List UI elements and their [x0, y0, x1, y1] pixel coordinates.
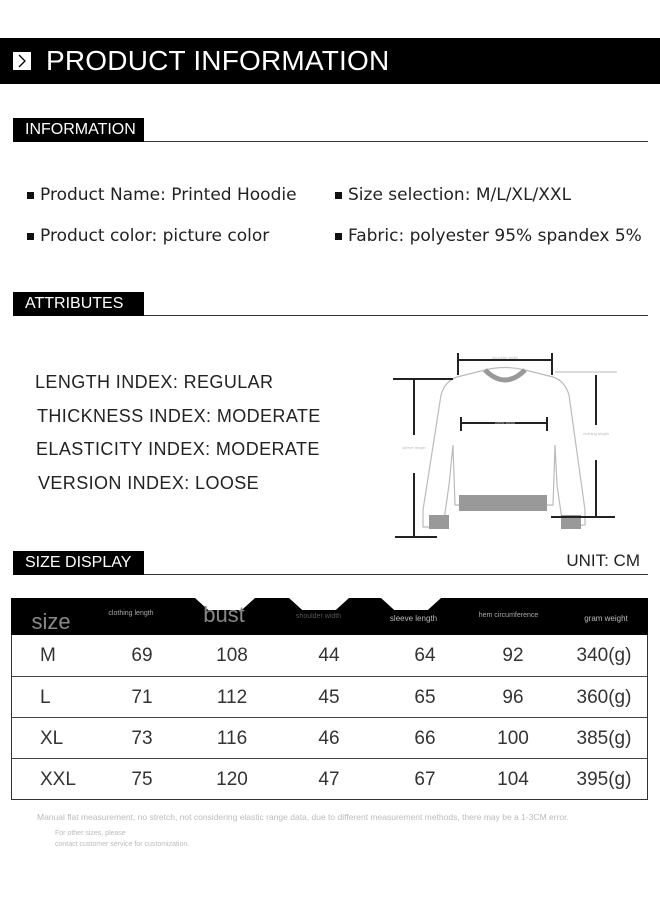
- cell-shoulder-width: 44: [318, 644, 340, 666]
- information-section-header: [13, 118, 648, 142]
- page-title: PRODUCT INFORMATION: [46, 45, 390, 76]
- table-header: [11, 598, 648, 635]
- unit-label: UNIT: CM: [566, 551, 640, 570]
- table-row: [12, 758, 647, 799]
- sweater-measurement-diagram: [385, 345, 625, 545]
- table-body: [11, 635, 648, 800]
- info-product-color: Product color: picture color: [27, 226, 269, 246]
- cell-size: XXL: [40, 768, 76, 790]
- cell-gram-weight: 360(g): [576, 686, 632, 708]
- col-sleeve-length: sleeve length: [389, 614, 438, 623]
- customization-note: For other sizes, please contact customer service for customization.: [55, 830, 190, 848]
- cell-gram-weight: 395(g): [576, 768, 632, 790]
- svg-text:clothing length: clothing length: [583, 431, 609, 436]
- information-label: INFORMATION: [13, 118, 144, 142]
- svg-text:sleeve length: sleeve length: [402, 445, 426, 450]
- table-row: [12, 717, 647, 758]
- cell-bust: 112: [216, 686, 248, 708]
- page-header: [0, 38, 660, 84]
- bullet-icon: [27, 233, 34, 240]
- col-bust: bust: [203, 601, 245, 627]
- measurement-note: Manual flat measurement, no stretch, not considering elastic range data, due to different measurement methods, there may be a 1-3CM error.: [37, 812, 569, 822]
- col-shoulder-width: shoulder width: [295, 613, 342, 620]
- attr-version-index: VERSION INDEX: LOOSE: [38, 473, 260, 493]
- table-row: [12, 635, 647, 676]
- cell-hem-circumference: 92: [502, 644, 524, 666]
- size-display-label: SIZE DISPLAY: [13, 551, 144, 575]
- cell-size: M: [40, 644, 56, 666]
- cell-sleeve-length: 64: [414, 644, 436, 666]
- col-gram-weight: gram weight: [584, 614, 628, 623]
- cell-bust: 120: [216, 768, 248, 790]
- svg-text:shoulder width: shoulder width: [492, 355, 518, 360]
- col-size: size: [31, 609, 71, 634]
- size-display-section-header: [13, 551, 648, 575]
- cell-sleeve-length: 67: [414, 768, 436, 790]
- cell-bust: 116: [216, 727, 248, 749]
- cell-size: L: [40, 686, 51, 708]
- size-table: [11, 598, 648, 800]
- cell-clothing-length: 73: [131, 727, 153, 749]
- table-row: [12, 676, 647, 717]
- cell-shoulder-width: 47: [318, 768, 340, 790]
- attr-elasticity-index: ELASTICITY INDEX: MODERATE: [36, 439, 320, 459]
- cell-clothing-length: 75: [131, 768, 153, 790]
- cell-bust: 108: [216, 644, 248, 666]
- info-product-name: Product Name: Printed Hoodie: [27, 185, 297, 205]
- attr-thickness-index: THICKNESS INDEX: MODERATE: [37, 406, 321, 426]
- cell-clothing-length: 71: [131, 686, 153, 708]
- chevron-right-icon: [13, 52, 31, 70]
- attributes-section-header: [13, 292, 648, 316]
- cell-shoulder-width: 45: [318, 686, 340, 708]
- cell-gram-weight: 340(g): [576, 644, 632, 666]
- cell-hem-circumference: 104: [497, 768, 529, 790]
- info-size-selection: Size selection: M/L/XL/XXL: [335, 185, 571, 205]
- cell-sleeve-length: 66: [414, 727, 436, 749]
- cell-sleeve-length: 65: [414, 686, 436, 708]
- cell-hem-circumference: 100: [497, 727, 529, 749]
- cell-shoulder-width: 46: [318, 727, 340, 749]
- col-clothing-length: clothing length: [108, 610, 154, 617]
- bullet-icon: [335, 192, 342, 199]
- attributes-label: ATTRIBUTES: [13, 292, 144, 316]
- attr-length-index: LENGTH INDEX: REGULAR: [35, 372, 274, 392]
- cell-hem-circumference: 96: [502, 686, 524, 708]
- bullet-icon: [335, 233, 342, 240]
- cell-gram-weight: 385(g): [576, 727, 632, 749]
- cell-clothing-length: 69: [131, 644, 153, 666]
- svg-text:chest width: chest width: [494, 420, 516, 425]
- bullet-icon: [27, 192, 34, 199]
- info-fabric: Fabric: polyester 95% spandex 5%: [335, 226, 642, 246]
- col-hem-circumference: hem circumference: [478, 612, 539, 619]
- cell-size: XL: [40, 727, 64, 749]
